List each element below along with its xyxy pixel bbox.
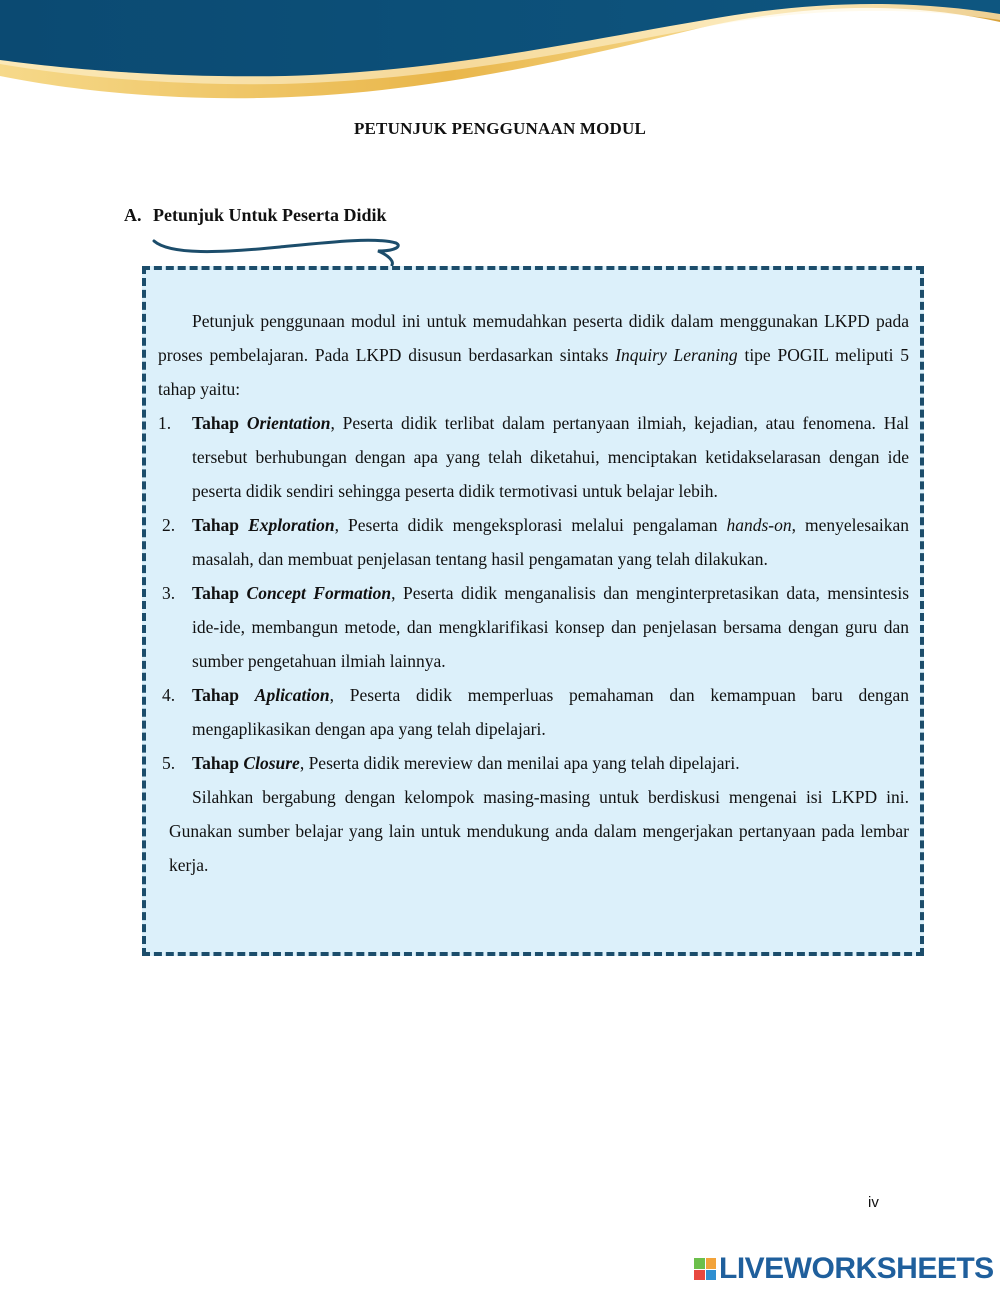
step-text: , Peserta didik mengeksplorasi melalui pengalaman — [334, 515, 727, 535]
step-text: , Peserta didik mereview dan menilai apa yang telah dipelajari. — [299, 753, 740, 773]
section-heading-text: Petunjuk Untuk Peserta Didik — [153, 205, 387, 225]
list-item — [158, 406, 909, 508]
step-term: Orientation — [246, 413, 331, 433]
step-label: Tahap — [192, 583, 247, 603]
page-title: PETUNJUK PENGGUNAAN MODUL — [353, 119, 647, 138]
step-label: Tahap — [192, 515, 249, 535]
intro-paragraph — [158, 304, 909, 406]
step-number: 3. — [162, 583, 176, 603]
step-list — [158, 406, 909, 780]
section-heading — [124, 205, 387, 226]
step-number: 1. — [158, 413, 172, 433]
step-term: Aplication — [254, 685, 330, 705]
liveworksheets-logo-icon — [694, 1258, 716, 1280]
list-item — [158, 508, 909, 576]
header-wave-banner — [0, 0, 1000, 110]
step-term: Concept Formation — [246, 583, 392, 603]
closing-paragraph: Silahkan bergabung dengan kelompok masing-masing untuk berdiskusi mengenai isi LKPD ini. Gunakan sumber belajar yang lain untuk mendukung anda dalam mengerjakan pertanyaan pada lembar kerja. — [169, 787, 909, 875]
liveworksheets-logo[interactable] — [694, 1252, 994, 1286]
intro-text-1: Petunjuk penggunaan modul ini untuk memudahkan peserta didik dalam menggunakan LKPD pada proses pembelajaran. Pada LKPD disusun berdasarkan sintaks — [158, 311, 909, 365]
step-italic: hands-on — [726, 515, 792, 535]
step-number: 5. — [162, 753, 176, 773]
step-number: 4. — [162, 685, 176, 705]
list-item — [158, 678, 909, 746]
step-label: Tahap — [192, 413, 247, 433]
instruction-content — [158, 304, 909, 882]
step-text: , Peserta didik menganalisis dan menginterpretasikan data, mensintesis ide-ide, membangun metode, dan mengklarifikasi konsep dan penjelasan bersama dengan guru dan sumber pengetahuan ilmiah lainnya. — [192, 583, 910, 671]
step-text-2: , menyelesaikan masalah, dan membuat penjelasan tentang hasil pengamatan yang telah dilakukan. — [192, 515, 910, 569]
step-text: , Peserta didik terlibat dalam pertanyaan ilmiah, kejadian, atau fenomena. Hal tersebut berhubungan dengan apa yang telah diketahui, menciptakan ketidakselarasan dengan ide peserta didik sendiri sehingga peserta didik termotivasi untuk belajar lebih. — [192, 413, 909, 501]
intro-emphasis: Inquiry Leraning — [615, 345, 738, 365]
step-number: 2. — [162, 515, 176, 535]
page-number: iv — [868, 1194, 879, 1211]
step-term: Closure — [243, 753, 300, 773]
step-label: Tahap — [192, 753, 244, 773]
logo-text: LIVEWORKSHEETS — [719, 1252, 994, 1285]
step-text: , Peserta didik memperluas pemahaman dan kemampuan baru dengan mengaplikasikan dengan apa yang telah dipelajari. — [192, 685, 909, 739]
section-letter: A. — [124, 205, 142, 225]
list-item — [158, 576, 909, 678]
intro-text-2: tipe POGIL meliputi 5 tahap yaitu: — [158, 345, 910, 399]
step-label: Tahap — [192, 685, 255, 705]
step-term: Exploration — [248, 515, 335, 535]
list-item — [158, 746, 909, 780]
